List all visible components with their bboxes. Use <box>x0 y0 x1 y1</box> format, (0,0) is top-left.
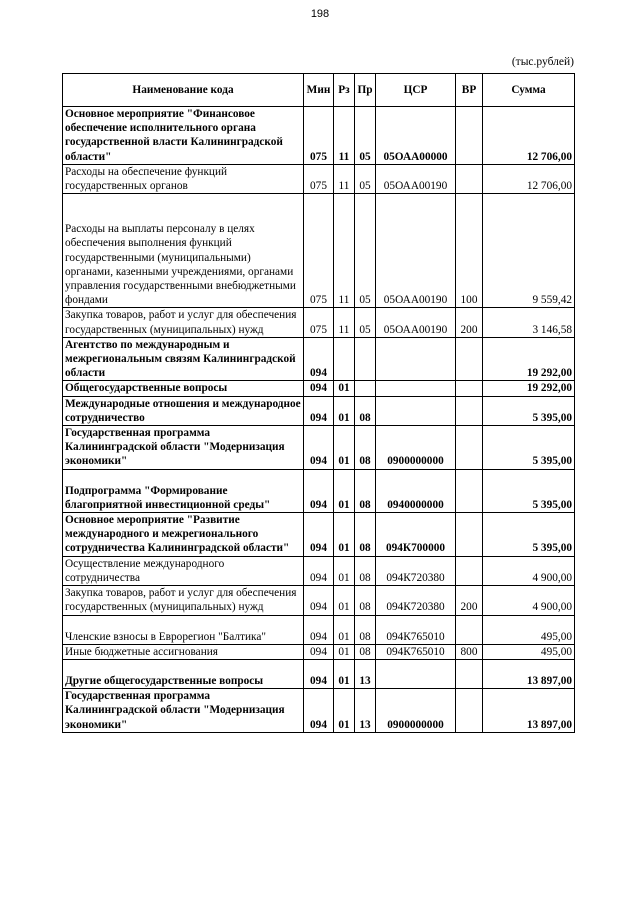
row-pr: 08 <box>355 615 376 644</box>
units-label: (тыс.рублей) <box>511 56 574 68</box>
row-rz: 01 <box>334 615 355 644</box>
row-min: 075 <box>304 164 334 193</box>
table-row <box>63 513 575 557</box>
row-spacer <box>65 660 301 674</box>
row-rz: 01 <box>334 396 355 425</box>
row-sum: 19 292,00 <box>483 337 575 381</box>
row-name: Государственная программа Калининградской области "Модернизация экономики" <box>63 426 304 470</box>
table-header-row <box>63 74 575 107</box>
row-sum: 9 559,42 <box>483 194 575 308</box>
header-vr: ВР <box>456 74 483 107</box>
table-row <box>63 381 575 396</box>
header-csr: ЦСР <box>376 74 456 107</box>
row-sum: 13 897,00 <box>483 689 575 733</box>
row-spacer <box>65 616 301 630</box>
budget-table <box>62 73 575 733</box>
row-min: 094 <box>304 644 334 659</box>
page-number: 198 <box>310 8 330 20</box>
row-pr: 13 <box>355 689 376 733</box>
row-vr <box>456 164 483 193</box>
row-sum: 5 395,00 <box>483 396 575 425</box>
row-pr: 08 <box>355 556 376 585</box>
row-sum: 495,00 <box>483 615 575 644</box>
row-csr: 05ОАА00190 <box>376 194 456 308</box>
row-min: 094 <box>304 469 334 512</box>
table-row <box>63 107 575 165</box>
table-row <box>63 337 575 381</box>
row-rz: 01 <box>334 659 355 688</box>
row-pr: 08 <box>355 426 376 470</box>
row-csr <box>376 396 456 425</box>
row-sum: 495,00 <box>483 644 575 659</box>
row-rz: 01 <box>334 381 355 396</box>
row-name: Расходы на обеспечение функций государственных органов <box>63 164 304 193</box>
row-csr <box>376 337 456 381</box>
row-pr: 08 <box>355 469 376 512</box>
row-vr <box>456 396 483 425</box>
row-min: 094 <box>304 615 334 644</box>
row-name-cell <box>63 194 304 308</box>
row-sum: 5 395,00 <box>483 426 575 470</box>
row-vr <box>456 107 483 165</box>
row-min: 075 <box>304 194 334 308</box>
row-name: Подпрограмма "Формирование благоприятной инвестиционной среды" <box>65 484 271 511</box>
row-min: 094 <box>304 659 334 688</box>
row-csr: 094К765010 <box>376 615 456 644</box>
header-rz: Рз <box>334 74 355 107</box>
row-vr: 200 <box>456 586 483 615</box>
row-rz: 01 <box>334 513 355 557</box>
row-rz: 01 <box>334 426 355 470</box>
row-vr <box>456 659 483 688</box>
row-csr: 05ОАА00190 <box>376 164 456 193</box>
row-sum: 3 146,58 <box>483 308 575 337</box>
row-pr: 08 <box>355 586 376 615</box>
row-vr: 100 <box>456 194 483 308</box>
row-vr <box>456 426 483 470</box>
table-row <box>63 556 575 585</box>
table-row <box>63 644 575 659</box>
row-csr: 094К765010 <box>376 644 456 659</box>
table-row <box>63 689 575 733</box>
row-name: Основное мероприятие "Развитие международного и межрегионального сотрудничества Калининградской области" <box>63 513 304 557</box>
row-name-cell <box>63 659 304 688</box>
row-csr: 0940000000 <box>376 469 456 512</box>
header-min: Мин <box>304 74 334 107</box>
row-name: Основное мероприятие "Финансовое обеспечение исполнительного органа государственной власти Калининградской области" <box>63 107 304 165</box>
row-csr <box>376 659 456 688</box>
row-csr: 05ОАА00000 <box>376 107 456 165</box>
row-spacer <box>65 470 301 484</box>
table-row <box>63 164 575 193</box>
header-sum: Сумма <box>483 74 575 107</box>
row-vr: 200 <box>456 308 483 337</box>
row-min: 094 <box>304 337 334 381</box>
row-vr <box>456 381 483 396</box>
row-sum: 13 897,00 <box>483 659 575 688</box>
row-min: 094 <box>304 396 334 425</box>
row-sum: 4 900,00 <box>483 586 575 615</box>
row-sum: 12 706,00 <box>483 107 575 165</box>
row-rz: 01 <box>334 644 355 659</box>
row-min: 075 <box>304 308 334 337</box>
header-pr: Пр <box>355 74 376 107</box>
row-min: 075 <box>304 107 334 165</box>
row-csr <box>376 381 456 396</box>
row-name: Закупка товаров, работ и услуг для обеспечения государственных (муниципальных) нужд <box>63 586 304 615</box>
table-row <box>63 469 575 512</box>
row-name-cell <box>63 469 304 512</box>
row-pr: 05 <box>355 194 376 308</box>
row-name-cell <box>63 615 304 644</box>
row-min: 094 <box>304 513 334 557</box>
table-row <box>63 586 575 615</box>
row-pr: 08 <box>355 396 376 425</box>
row-min: 094 <box>304 689 334 733</box>
row-name: Иные бюджетные ассигнования <box>63 644 304 659</box>
row-rz: 11 <box>334 308 355 337</box>
row-rz <box>334 337 355 381</box>
row-vr <box>456 513 483 557</box>
row-rz: 11 <box>334 194 355 308</box>
row-vr <box>456 556 483 585</box>
row-pr <box>355 337 376 381</box>
row-pr: 05 <box>355 164 376 193</box>
row-csr: 094К700000 <box>376 513 456 557</box>
row-vr <box>456 469 483 512</box>
row-pr: 08 <box>355 644 376 659</box>
row-csr: 094К720380 <box>376 586 456 615</box>
row-name: Членские взносы в Еврорегион "Балтика" <box>65 630 266 643</box>
row-rz: 01 <box>334 469 355 512</box>
table-row <box>63 308 575 337</box>
row-sum: 19 292,00 <box>483 381 575 396</box>
header-name: Наименование кода <box>63 74 304 107</box>
row-name: Осуществление международного сотрудничества <box>63 556 304 585</box>
row-rz: 01 <box>334 689 355 733</box>
row-min: 094 <box>304 381 334 396</box>
table-row <box>63 659 575 688</box>
row-sum: 5 395,00 <box>483 513 575 557</box>
row-name: Расходы на выплаты персоналу в целях обеспечения выполнения функций государственными (муниципальными) органами, казенными учреждениями, органами управления государственными внебюджетными фондами <box>65 223 296 307</box>
row-rz: 11 <box>334 164 355 193</box>
row-pr: 05 <box>355 107 376 165</box>
row-name: Государственная программа Калининградской области "Модернизация экономики" <box>63 689 304 733</box>
table-row <box>63 615 575 644</box>
row-csr: 0900000000 <box>376 689 456 733</box>
row-pr: 13 <box>355 659 376 688</box>
row-pr: 08 <box>355 513 376 557</box>
row-csr: 094К720380 <box>376 556 456 585</box>
row-min: 094 <box>304 556 334 585</box>
row-name: Международные отношения и международное сотрудничество <box>63 396 304 425</box>
row-sum: 4 900,00 <box>483 556 575 585</box>
row-vr: 800 <box>456 644 483 659</box>
row-pr: 05 <box>355 308 376 337</box>
row-rz: 11 <box>334 107 355 165</box>
row-min: 094 <box>304 426 334 470</box>
row-spacer <box>65 194 301 222</box>
table-row <box>63 426 575 470</box>
row-rz: 01 <box>334 556 355 585</box>
row-name: Другие общегосударственные вопросы <box>65 674 264 687</box>
row-sum: 12 706,00 <box>483 164 575 193</box>
row-vr <box>456 689 483 733</box>
row-rz: 01 <box>334 586 355 615</box>
table-row <box>63 396 575 425</box>
row-name: Закупка товаров, работ и услуг для обеспечения государственных (муниципальных) нужд <box>63 308 304 337</box>
row-csr: 0900000000 <box>376 426 456 470</box>
row-pr <box>355 381 376 396</box>
row-vr <box>456 615 483 644</box>
row-vr <box>456 337 483 381</box>
row-name: Общегосударственные вопросы <box>63 381 304 396</box>
row-min: 094 <box>304 586 334 615</box>
row-sum: 5 395,00 <box>483 469 575 512</box>
row-csr: 05ОАА00190 <box>376 308 456 337</box>
table-row <box>63 194 575 308</box>
row-name: Агентство по международным и межрегиональным связям Калининградской области <box>63 337 304 381</box>
